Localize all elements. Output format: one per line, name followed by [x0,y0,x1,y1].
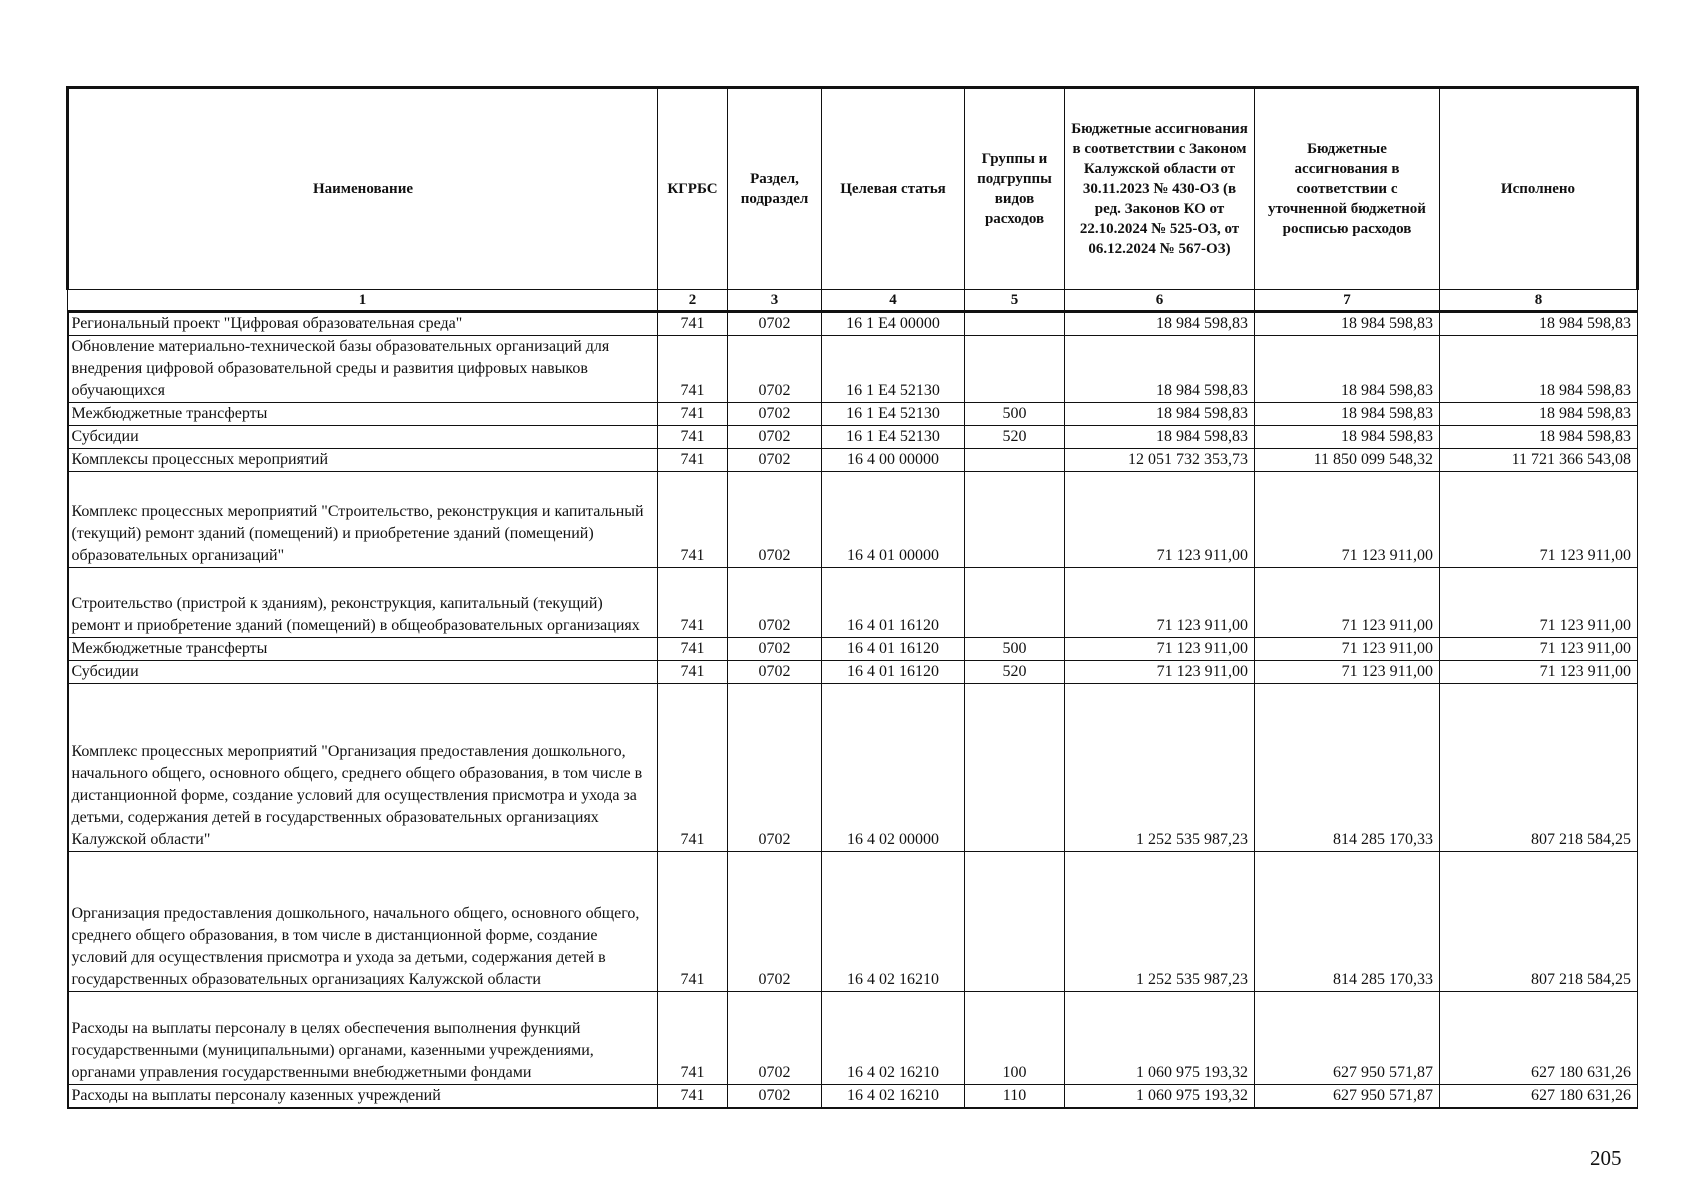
row-executed-amount: 807 218 584,25 [1440,852,1638,992]
row-refined-amount: 11 850 099 548,32 [1255,449,1440,472]
row-target-article: 16 4 00 00000 [822,449,965,472]
column-numbers-row [68,290,1638,312]
row-kgrbs: 741 [658,661,728,684]
row-executed-amount: 627 180 631,26 [1440,1085,1638,1109]
row-name: Межбюджетные трансферты [68,403,658,426]
header-law-allocations: Бюджетные ассигнования в соответствии с Законом Калужской области от 30.11.2023 № 430-ОЗ (в ред. Законов КО от 22.10.2024 № 525-ОЗ, от 06.12.2024 № 567-ОЗ) [1065,88,1255,290]
row-law-amount: 71 123 911,00 [1065,568,1255,638]
row-refined-amount: 18 984 598,83 [1255,403,1440,426]
table-row [68,568,1638,638]
row-expense-group [965,336,1065,403]
row-refined-amount: 71 123 911,00 [1255,661,1440,684]
row-law-amount: 71 123 911,00 [1065,638,1255,661]
row-name: Комплексы процессных мероприятий [68,449,658,472]
table-row [68,312,1638,336]
column-number: 5 [965,290,1065,312]
row-name: Региональный проект "Цифровая образовательная среда" [68,312,658,336]
row-law-amount: 12 051 732 353,73 [1065,449,1255,472]
row-target-article: 16 4 02 16210 [822,1085,965,1109]
header-expense-groups: Группы и подгруппы видов расходов [965,88,1065,290]
row-executed-amount: 71 123 911,00 [1440,661,1638,684]
row-executed-amount: 71 123 911,00 [1440,568,1638,638]
row-refined-amount: 814 285 170,33 [1255,852,1440,992]
row-section: 0702 [728,472,822,568]
row-target-article: 16 1 E4 52130 [822,403,965,426]
row-section: 0702 [728,684,822,852]
row-section: 0702 [728,568,822,638]
row-executed-amount: 807 218 584,25 [1440,684,1638,852]
row-section: 0702 [728,638,822,661]
column-number: 1 [68,290,658,312]
table-row [68,1085,1638,1109]
column-number: 3 [728,290,822,312]
row-expense-group: 520 [965,426,1065,449]
row-kgrbs: 741 [658,684,728,852]
row-executed-amount: 18 984 598,83 [1440,403,1638,426]
row-name: Организация предоставления дошкольного, начального общего, основного общего, среднего общего образования, в том числе в дистанционной форме, создание условий для осуществления присмотра и ухода за детьми, содержания детей в государственных образовательных организациях Калужской области [68,852,658,992]
row-refined-amount: 71 123 911,00 [1255,568,1440,638]
row-target-article: 16 4 01 16120 [822,638,965,661]
row-kgrbs: 741 [658,638,728,661]
row-law-amount: 18 984 598,83 [1065,336,1255,403]
row-executed-amount: 18 984 598,83 [1440,336,1638,403]
row-kgrbs: 741 [658,426,728,449]
row-expense-group: 500 [965,638,1065,661]
column-number: 7 [1255,290,1440,312]
row-refined-amount: 71 123 911,00 [1255,638,1440,661]
table-row [68,638,1638,661]
row-name: Расходы на выплаты персоналу казенных учреждений [68,1085,658,1109]
row-law-amount: 18 984 598,83 [1065,312,1255,336]
header-executed: Исполнено [1440,88,1638,290]
row-expense-group [965,472,1065,568]
row-law-amount: 1 060 975 193,32 [1065,1085,1255,1109]
table-row [68,992,1638,1085]
row-refined-amount: 18 984 598,83 [1255,426,1440,449]
row-law-amount: 71 123 911,00 [1065,661,1255,684]
header-target-article: Целевая статья [822,88,965,290]
column-number: 6 [1065,290,1255,312]
row-name: Межбюджетные трансферты [68,638,658,661]
table-row [68,684,1638,852]
row-section: 0702 [728,312,822,336]
row-refined-amount: 627 950 571,87 [1255,992,1440,1085]
row-section: 0702 [728,992,822,1085]
row-executed-amount: 18 984 598,83 [1440,312,1638,336]
header-kgrbs: КГРБС [658,88,728,290]
table-row [68,852,1638,992]
header-name: Наименование [68,88,658,290]
row-expense-group: 500 [965,403,1065,426]
row-kgrbs: 741 [658,852,728,992]
row-target-article: 16 1 E4 52130 [822,336,965,403]
row-law-amount: 71 123 911,00 [1065,472,1255,568]
page-number: 205 [1590,1146,1622,1170]
row-section: 0702 [728,661,822,684]
table-row [68,472,1638,568]
row-refined-amount: 627 950 571,87 [1255,1085,1440,1109]
row-kgrbs: 741 [658,336,728,403]
row-section: 0702 [728,336,822,403]
row-kgrbs: 741 [658,1085,728,1109]
row-executed-amount: 11 721 366 543,08 [1440,449,1638,472]
row-name: Обновление материально-технической базы образовательных организаций для внедрения цифровой образовательной среды и развития цифровых навыков обучающихся [68,336,658,403]
row-target-article: 16 4 02 16210 [822,852,965,992]
row-executed-amount: 71 123 911,00 [1440,638,1638,661]
row-law-amount: 1 252 535 987,23 [1065,684,1255,852]
row-kgrbs: 741 [658,568,728,638]
table-row [68,426,1638,449]
row-expense-group: 100 [965,992,1065,1085]
row-kgrbs: 741 [658,472,728,568]
row-name: Комплекс процессных мероприятий "Строительство, реконструкция и капитальный (текущий) ремонт зданий (помещений) и приобретение зданий (помещений) образовательных организаций" [68,472,658,568]
row-kgrbs: 741 [658,992,728,1085]
row-target-article: 16 4 01 16120 [822,568,965,638]
row-executed-amount: 18 984 598,83 [1440,426,1638,449]
row-kgrbs: 741 [658,312,728,336]
row-section: 0702 [728,426,822,449]
column-number: 4 [822,290,965,312]
row-law-amount: 1 060 975 193,32 [1065,992,1255,1085]
row-section: 0702 [728,1085,822,1109]
header-section: Раздел, подраздел [728,88,822,290]
column-number: 2 [658,290,728,312]
row-executed-amount: 627 180 631,26 [1440,992,1638,1085]
row-section: 0702 [728,449,822,472]
column-number: 8 [1440,290,1638,312]
row-name: Расходы на выплаты персоналу в целях обеспечения выполнения функций государственными (муниципальными) органами, казенными учреждениями, органами управления государственными внебюджетными фондами [68,992,658,1085]
header-row [68,88,1638,290]
row-expense-group: 520 [965,661,1065,684]
row-name: Субсидии [68,426,658,449]
row-executed-amount: 71 123 911,00 [1440,472,1638,568]
row-refined-amount: 18 984 598,83 [1255,336,1440,403]
row-target-article: 16 4 02 00000 [822,684,965,852]
row-law-amount: 1 252 535 987,23 [1065,852,1255,992]
row-expense-group [965,852,1065,992]
row-target-article: 16 1 E4 52130 [822,426,965,449]
table-row [68,403,1638,426]
budget-execution-table [66,86,1639,1109]
row-name: Субсидии [68,661,658,684]
row-section: 0702 [728,852,822,992]
row-kgrbs: 741 [658,449,728,472]
table-row [68,336,1638,403]
row-expense-group: 110 [965,1085,1065,1109]
table-row [68,449,1638,472]
row-name: Строительство (пристрой к зданиям), реконструкция, капитальный (текущий) ремонт и приобретение зданий (помещений) в общеобразовательных организациях [68,568,658,638]
row-law-amount: 18 984 598,83 [1065,403,1255,426]
row-law-amount: 18 984 598,83 [1065,426,1255,449]
row-kgrbs: 741 [658,403,728,426]
header-refined-allocations: Бюджетные ассигнования в соответствии с уточненной бюджетной росписью расходов [1255,88,1440,290]
row-refined-amount: 18 984 598,83 [1255,312,1440,336]
row-section: 0702 [728,403,822,426]
table-row [68,661,1638,684]
row-target-article: 16 1 E4 00000 [822,312,965,336]
row-expense-group [965,312,1065,336]
row-target-article: 16 4 01 16120 [822,661,965,684]
row-expense-group [965,449,1065,472]
row-target-article: 16 4 02 16210 [822,992,965,1085]
row-refined-amount: 71 123 911,00 [1255,472,1440,568]
row-expense-group [965,568,1065,638]
row-refined-amount: 814 285 170,33 [1255,684,1440,852]
row-name: Комплекс процессных мероприятий "Организация предоставления дошкольного, начального общего, основного общего, среднего общего образования, в том числе в дистанционной форме, создание условий для осуществления присмотра и ухода за детьми, содержания детей в государственных образовательных организациях Калужской области" [68,684,658,852]
row-target-article: 16 4 01 00000 [822,472,965,568]
row-expense-group [965,684,1065,852]
